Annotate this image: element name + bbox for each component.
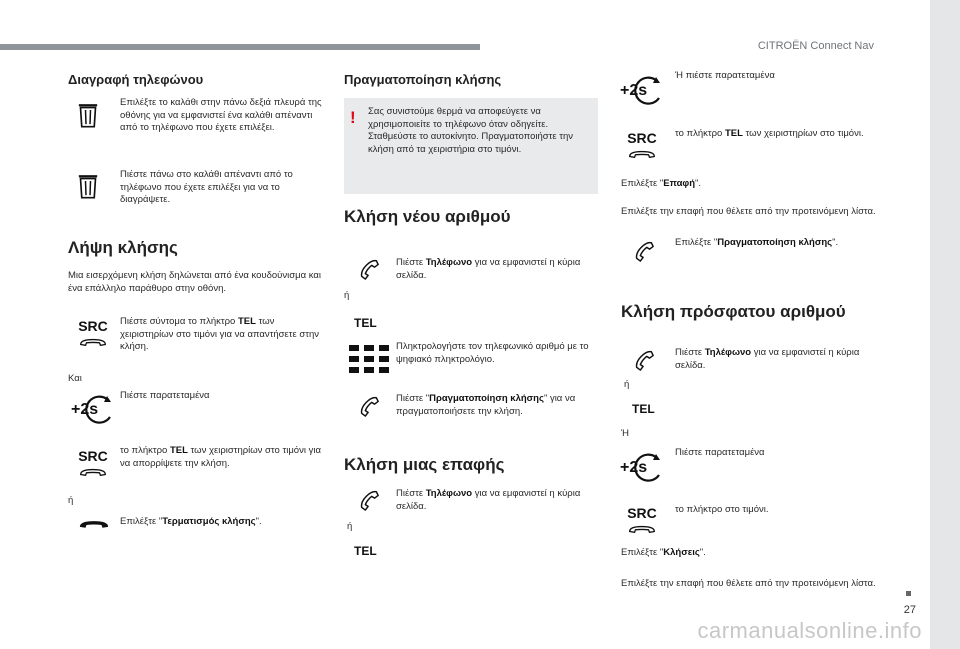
delete-step-1: Επιλέξτε το καλάθι στην πάνω δεξιά πλευρά της οθόνης για να εμφανιστεί ένα καλάθι απέναντι από το τηλέφωνο που έχετε επιλέξει.: [120, 97, 322, 133]
receive-call-title: Λήψη κλήσης: [68, 238, 178, 257]
safety-note-text: Σας συνιστούμε θερμά να αποφεύγετε να χρησιμοποιείτε το τηλέφωνο όταν οδηγείτε. Σταθμεύστε το αυτοκίνητο. Πραγματοποιήστε την κλήση από τα χειριστήρια στο τιμόνι.: [368, 106, 574, 155]
header-rule: [0, 44, 480, 50]
make-call-title: Πραγματοποίηση κλήσης: [344, 72, 502, 87]
call-contact-title: Κλήση μιας επαφής: [344, 455, 505, 474]
long-press-icon: +2s: [70, 395, 116, 425]
place-call-step: Πιέστε "Πραγματοποίηση κλήσης" για να πραγματοποιήσετε την κλήση.: [396, 393, 576, 417]
new-number-title: Κλήση νέου αριθμού: [344, 207, 511, 226]
select-calls-step: Επιλέξτε "Κλήσεις".: [621, 547, 706, 558]
select-call-step: Επιλέξτε "Πραγματοποίηση κλήσης".: [675, 237, 839, 248]
phone-icon: [633, 349, 655, 371]
warning-icon: !: [350, 108, 356, 127]
open-phone-step: Πιέστε Τηλέφωνο για να εμφανιστεί η κύρια σελίδα.: [396, 257, 581, 281]
page-edge-bar: [930, 0, 960, 649]
long-press-icon: +2s: [619, 76, 665, 106]
open-phone-step-2: Πιέστε Τηλέφωνο για να εμφανιστεί η κύρια σελίδα.: [396, 488, 581, 512]
tel-key-step: το πλήκτρο TEL των χειριστηρίων στο τιμόνι.: [675, 128, 864, 139]
src-key-icon: SRC: [74, 318, 112, 352]
hang-up-icon: [78, 518, 110, 530]
and-label: Και: [68, 373, 82, 384]
long-press-icon: +2s: [619, 453, 665, 483]
watermark: carmanualsonline.info: [697, 618, 922, 643]
trash-icon: [78, 173, 98, 199]
or-label: ή: [344, 290, 350, 301]
keypad-step: Πληκτρολογήστε τον τηλεφωνικό αριθμό με το ψηφιακό πληκτρολόγιο.: [396, 341, 589, 365]
select-from-list-step: Επιλέξτε την επαφή που θέλετε από την προτεινόμενη λίστα.: [621, 206, 876, 217]
page-marker: [906, 591, 911, 596]
select-from-list-step-2: Επιλέξτε την επαφή που θέλετε από την προτεινόμενη λίστα.: [621, 578, 876, 589]
recent-number-title: Κλήση πρόσφατου αριθμού: [621, 302, 846, 321]
page-number: 27: [903, 604, 916, 616]
phone-icon: [358, 489, 380, 511]
wheel-key-step: το πλήκτρο στο τιμόνι.: [675, 504, 769, 515]
src-key-icon: SRC: [623, 130, 661, 164]
brand-label: CITROËN Connect Nav: [757, 40, 874, 52]
open-phone-step-3: Πιέστε Τηλέφωνο για να εμφανιστεί η κύρια σελίδα.: [675, 347, 860, 371]
receive-intro: Μια εισερχόμενη κλήση δηλώνεται από ένα κουδούνισμα και ένα επάλληλο παράθυρο στην οθόνη.: [68, 270, 321, 294]
long-press-text: Πιέστε παρατεταμένα: [675, 447, 765, 458]
long-press-text: Πιέστε παρατεταμένα: [120, 390, 210, 401]
or-label: ή: [624, 379, 630, 390]
safety-note-box: [344, 98, 598, 194]
answer-step: Πιέστε σύντομα το πλήκτρο TEL των χειριστηρίων στο τιμόνι για να απαντήσετε στην κλήση.: [120, 316, 320, 352]
tel-key-label: TEL: [354, 316, 377, 330]
or-label: ή: [68, 495, 74, 506]
tel-key-label: TEL: [354, 544, 377, 558]
keypad-icon: [349, 345, 389, 373]
or-label: ή: [347, 521, 353, 532]
or-cap-label: Ή: [621, 428, 629, 439]
delete-phone-title: Διαγραφή τηλεφώνου: [68, 72, 204, 87]
phone-icon: [358, 258, 380, 280]
reject-step: το πλήκτρο TEL των χειριστηρίων στο τιμόνι για να απορρίψετε την κλήση.: [120, 445, 321, 469]
src-key-icon: SRC: [74, 448, 112, 482]
src-key-icon: SRC: [623, 505, 661, 539]
phone-icon: [358, 395, 380, 417]
delete-step-2: Πιέστε πάνω στο καλάθι απέναντι από το τηλέφωνο που έχετε επιλέξει για να το διαγράψετε.: [120, 169, 293, 205]
tel-key-label: TEL: [632, 402, 655, 416]
or-long-press-text: Ή πιέστε παρατεταμένα: [675, 70, 775, 81]
end-call-step: Επιλέξτε "Τερματισμός κλήσης".: [120, 516, 262, 527]
phone-icon: [633, 240, 655, 262]
trash-icon: [78, 102, 98, 128]
select-contact-step: Επιλέξτε "Επαφή".: [621, 178, 702, 189]
